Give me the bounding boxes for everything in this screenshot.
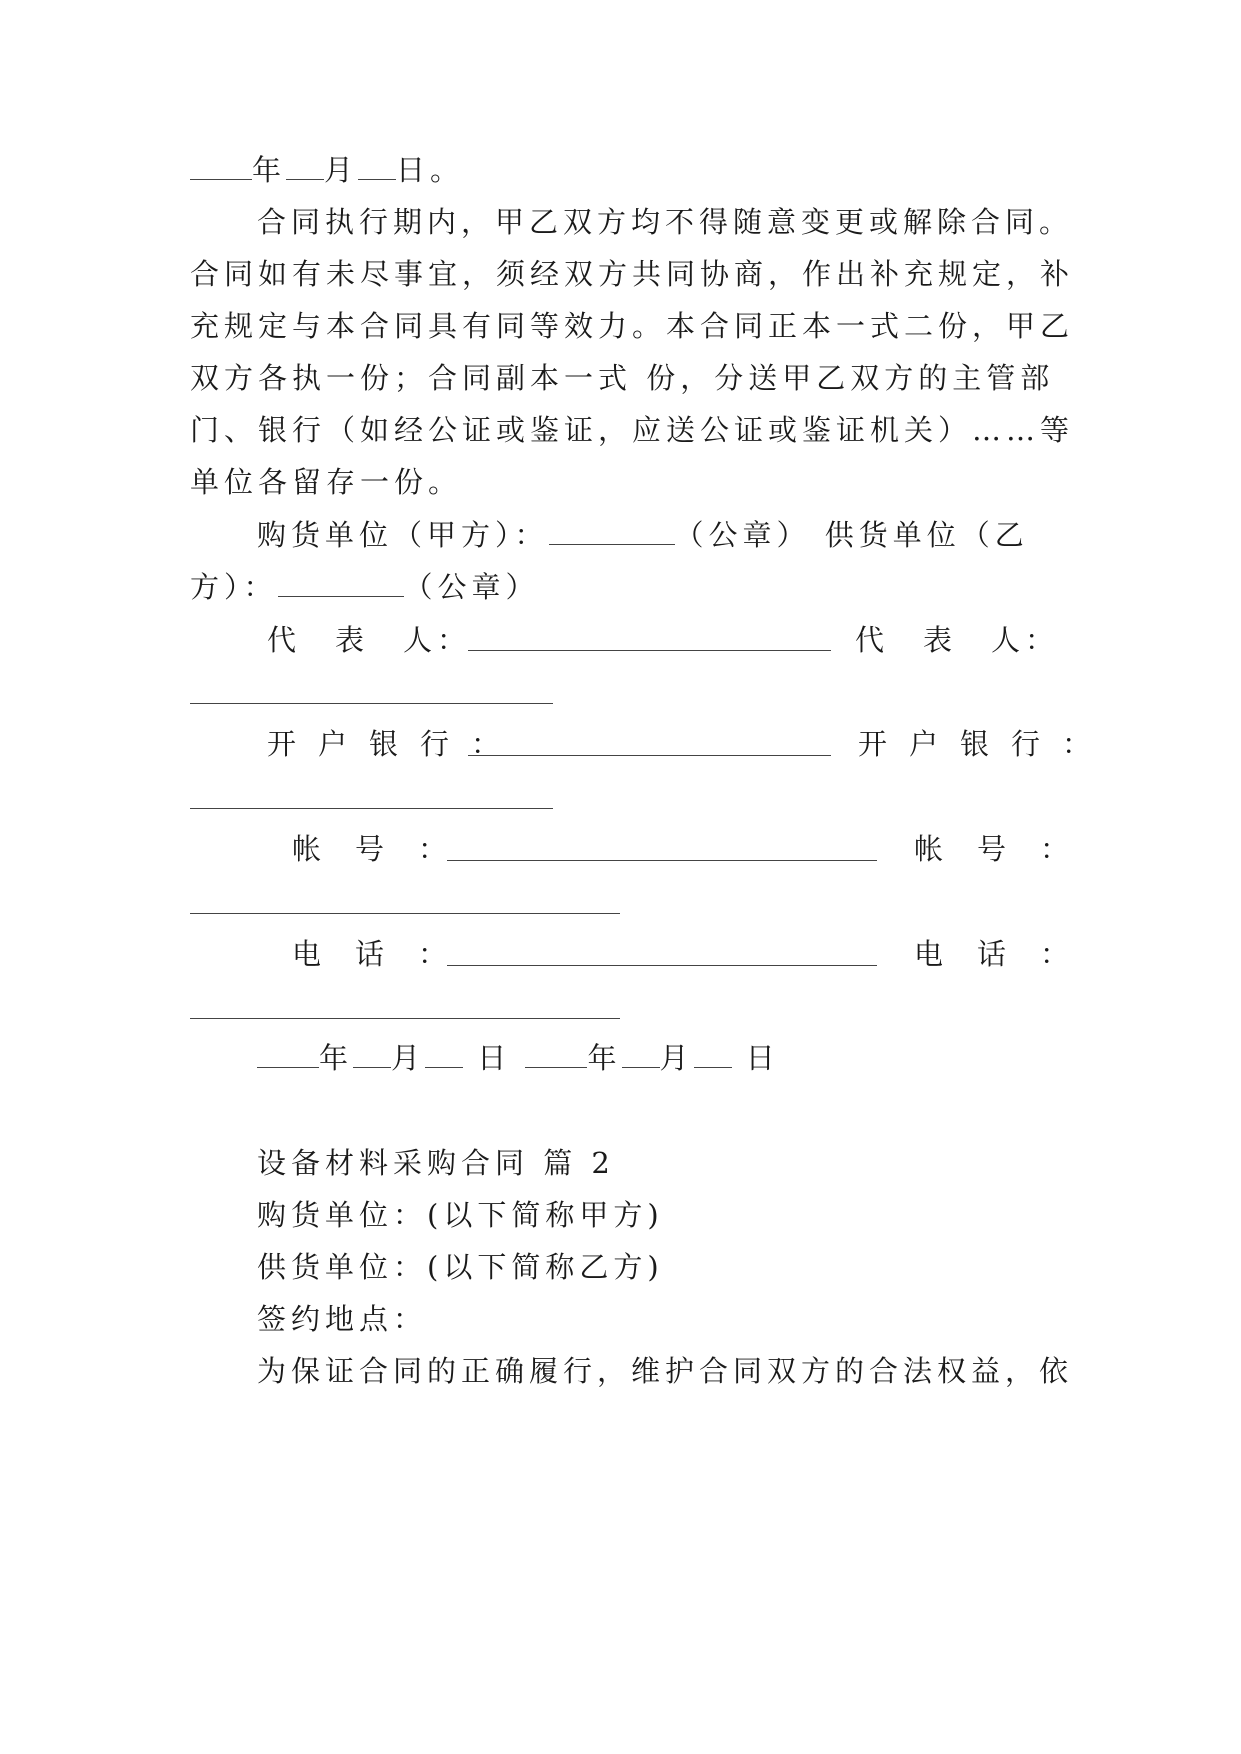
seal-label: （公章）	[674, 518, 811, 552]
section2-buyer: 购货单位：(以下简称甲方)	[257, 1198, 664, 1232]
paragraph-line: 双方各执一份；合同副本一式 份，分送甲乙双方的主管部	[190, 361, 1055, 395]
buyer-label: 购货单位（甲方）：	[257, 518, 549, 552]
section2-place: 签约地点：	[257, 1302, 428, 1336]
bank-blank-buyer	[468, 755, 831, 756]
seller-line-cont: 方）： （公章）	[190, 570, 540, 604]
paragraph-line: 充规定与本合同具有同等效力。本合同正本一式二份，甲乙	[190, 309, 1075, 343]
phone-blank-seller	[190, 1018, 620, 1019]
date-line-top: 年 月 日。	[190, 150, 464, 190]
rep-blank-buyer	[468, 650, 831, 651]
account-blank-seller	[190, 913, 620, 914]
phone-label-buyer: 电话：	[292, 937, 482, 971]
bank-label-buyer: 开户银行：	[267, 727, 523, 761]
rep-label-seller: 代 表 人：	[855, 623, 1060, 657]
seller-label: 供货单位（乙	[824, 518, 1029, 552]
bank-label-seller: 开户银行：	[858, 727, 1114, 761]
rep-label-buyer: 代 表 人：	[267, 623, 472, 657]
paragraph-line: 合同如有未尽事宜，须经双方共同协商，作出补充规定，补	[190, 257, 1075, 291]
account-label-buyer: 帐号：	[292, 832, 482, 866]
section2-title: 设备材料采购合同 篇 2	[257, 1146, 615, 1180]
section2-intro: 为保证合同的正确履行，维护合同双方的合法权益，依	[257, 1354, 1074, 1388]
date-signature-line: 年 月 日 年 月 日	[257, 1038, 780, 1078]
account-blank-buyer	[447, 860, 877, 861]
paragraph-line: 合同执行期内，甲乙双方均不得随意变更或解除合同。	[257, 205, 1074, 239]
paragraph-line: 单位各留存一份。	[190, 465, 463, 499]
phone-label-seller: 电话：	[914, 937, 1104, 971]
phone-blank-buyer	[447, 965, 877, 966]
section2-seller: 供货单位：(以下简称乙方)	[257, 1250, 664, 1284]
account-label-seller: 帐号：	[914, 832, 1104, 866]
rep-blank-seller	[190, 703, 553, 704]
paragraph-line: 门、银行（如经公证或鉴证，应送公证或鉴证机关）……等	[190, 413, 1075, 447]
buyer-seller-line	[257, 515, 1029, 555]
bank-blank-seller	[190, 808, 553, 809]
